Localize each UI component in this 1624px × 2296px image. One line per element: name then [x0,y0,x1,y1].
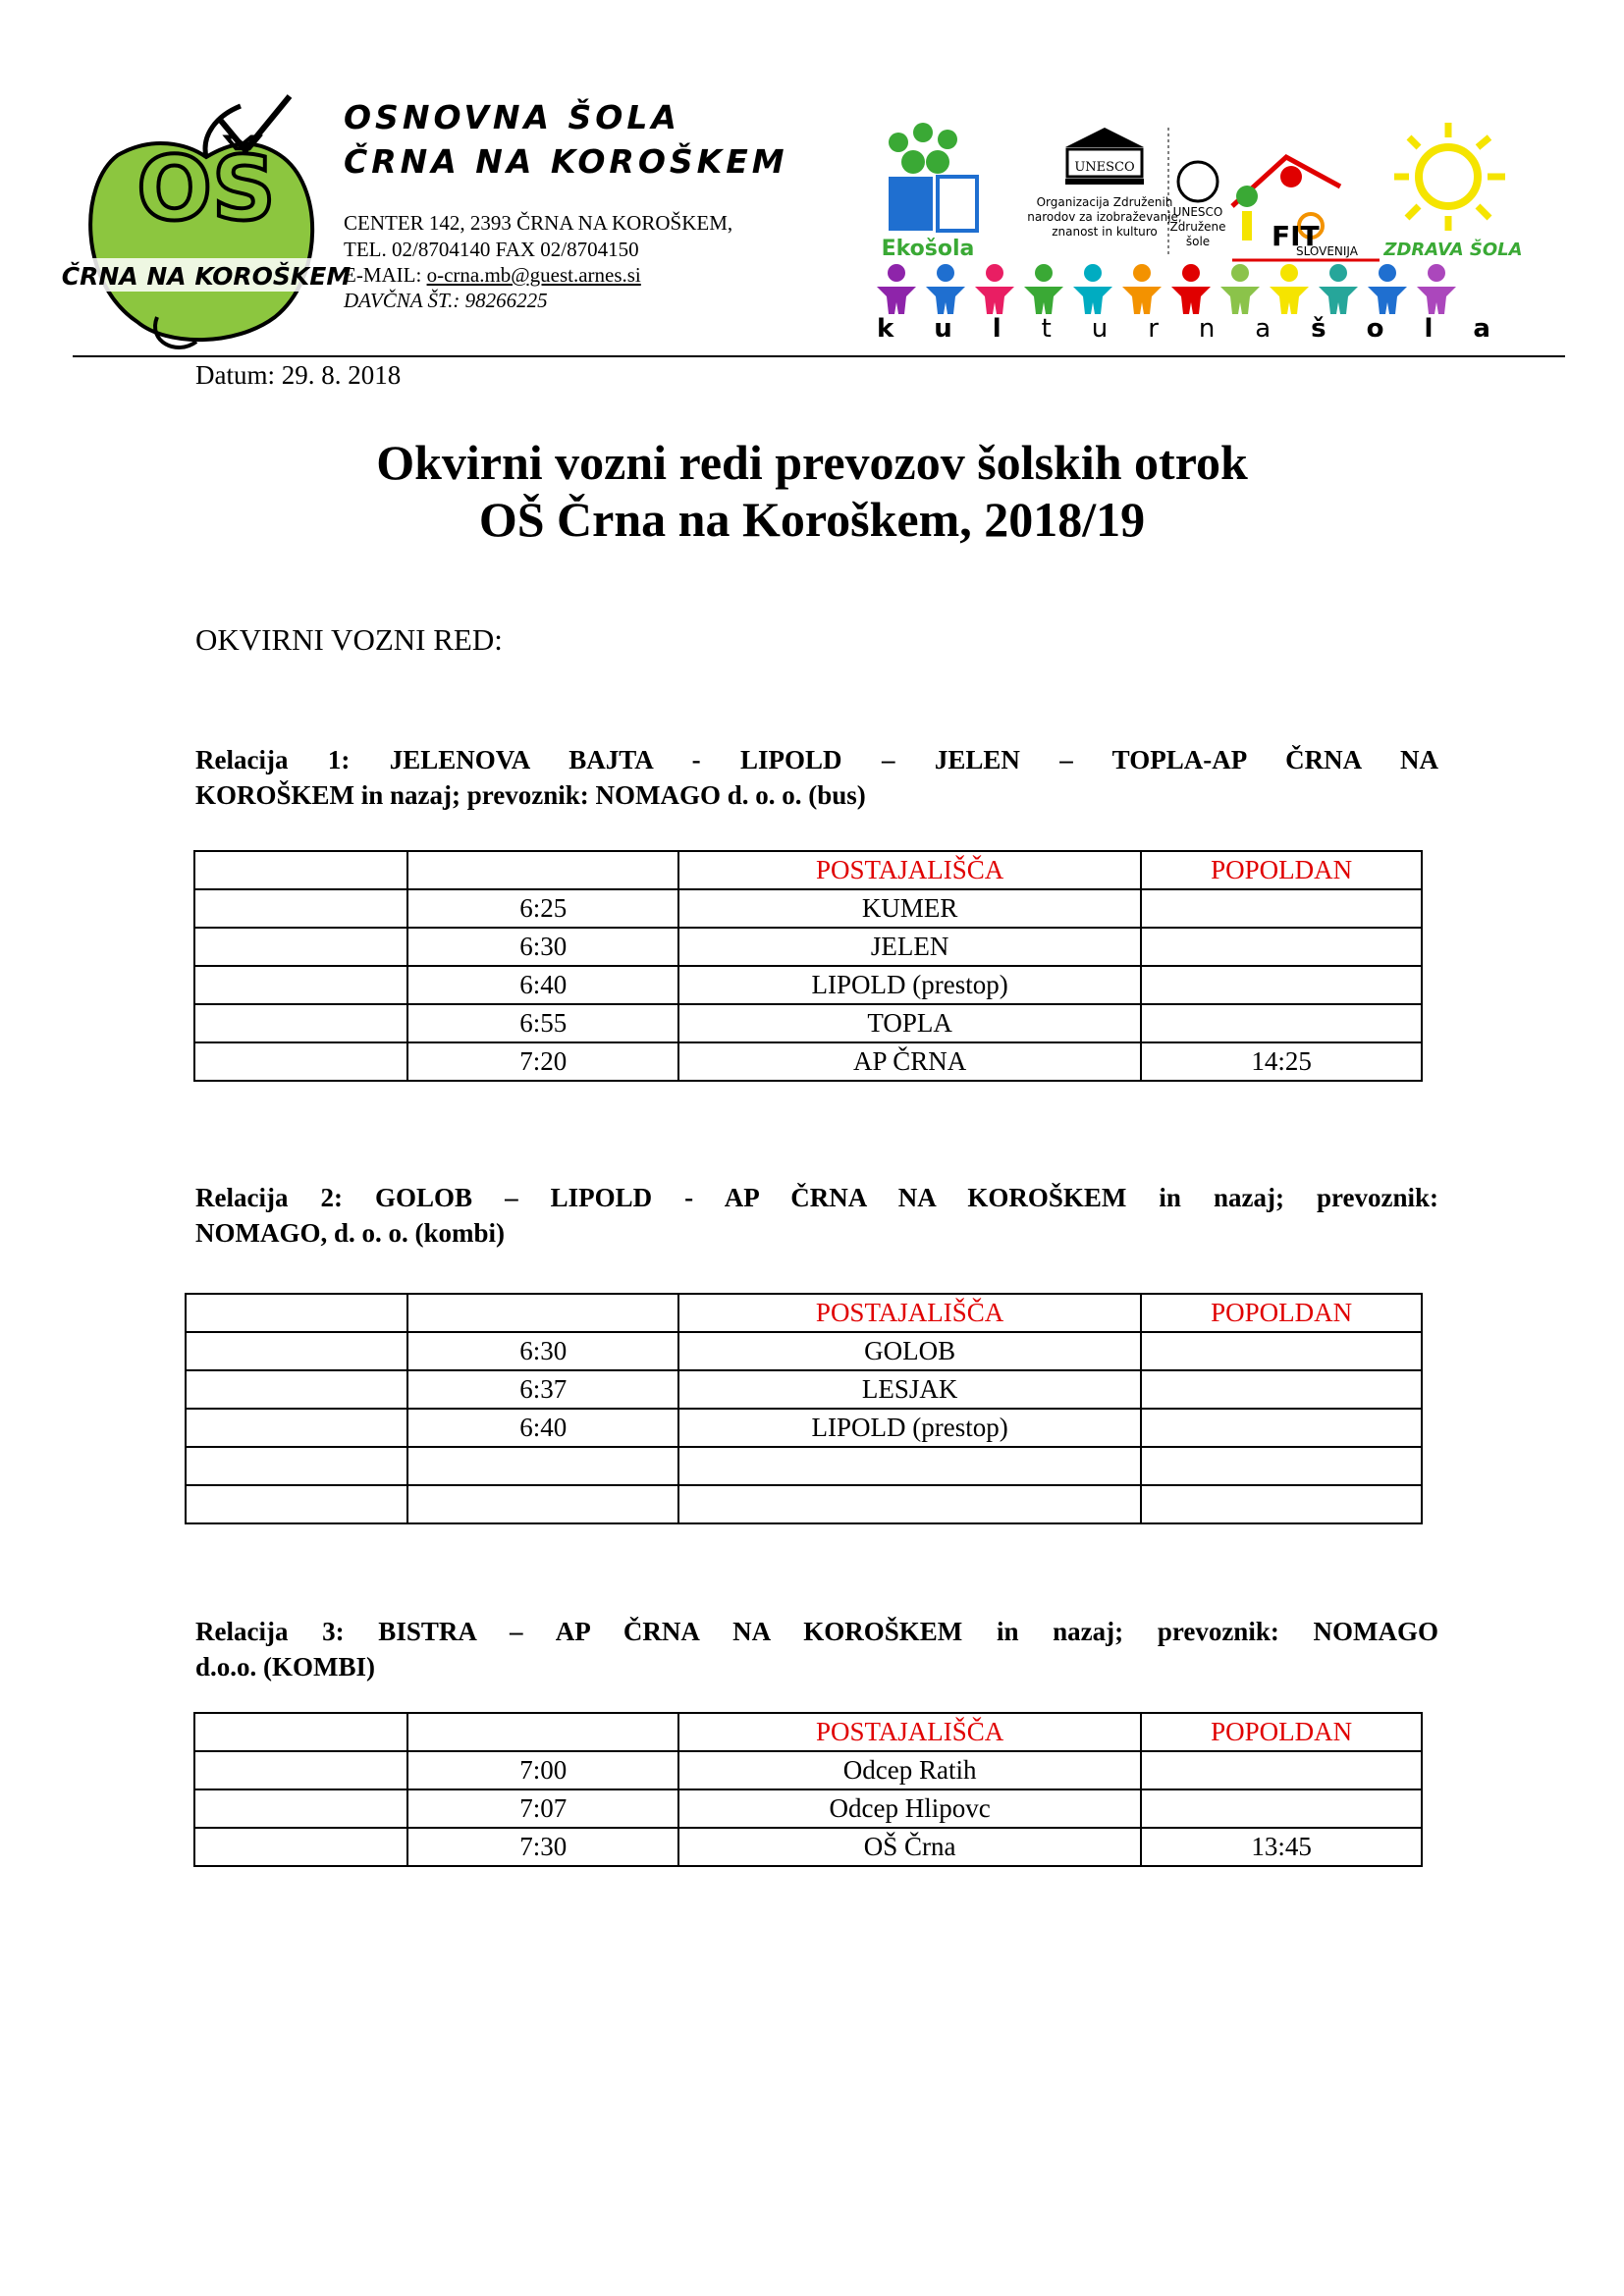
school-name-line-2: ČRNA NA KOROŠKEM [344,142,788,181]
table-row [194,1789,1422,1828]
afternoon-time: 13:45 [1141,1828,1422,1866]
afternoon-time [1141,966,1422,1004]
logo-caption: ČRNA NA KOROŠKEM [61,262,352,291]
fit-slovenija-logo [1232,157,1380,260]
kulturna-sola-text [877,314,1490,344]
departure-time [407,1447,677,1485]
unesco-schools-1: UNESCO [1172,205,1223,219]
document-date: Datum: 29. 8. 2018 [195,360,402,390]
header-divider [73,355,1565,357]
table-row [186,1370,1422,1409]
kulturna-letter: a [1255,314,1272,344]
table-cell [194,1751,407,1789]
kulturna-letter: u [1091,314,1109,344]
title-line-2: OŠ Črna na Koroškem, 2018/19 [478,492,1146,547]
departure-time: 6:25 [407,889,677,928]
kulturna-letter: r [1148,314,1159,344]
table-row [194,966,1422,1004]
logo-letters: OŠ [136,137,276,240]
relation-2-table [185,1293,1423,1524]
departure-time [407,1485,677,1523]
table-cell [194,889,407,928]
header-stops: POSTAJALIŠČA [678,1294,1141,1332]
relation-2-heading [195,1180,1438,1251]
stop-name: OŠ Črna [678,1828,1141,1866]
stop-name: LESJAK [678,1370,1141,1409]
stop-name: KUMER [678,889,1141,928]
afternoon-time [1141,1751,1422,1789]
kulturna-letter: u [934,314,952,344]
table-cell [194,851,407,889]
afternoon-time [1141,1447,1422,1485]
afternoon-time [1141,1004,1422,1042]
table-cell [186,1409,407,1447]
table-cell [186,1447,407,1485]
relation-1-heading-line-1: Relacija 1: JELENOVA BAJTA - LIPOLD – JELEN – TOPLA-AP ČRNA NA [195,745,1438,774]
section-heading: OKVIRNI VOZNI RED: [195,622,503,657]
departure-time: 6:40 [407,1409,677,1447]
kulturna-sola-figures [877,264,1456,314]
afternoon-time [1141,928,1422,966]
unesco-schools-2: Združene [1169,220,1226,234]
table-cell [407,1713,677,1751]
table-header-row [194,1713,1422,1751]
relation-3-heading-line-1: Relacija 3: BISTRA – AP ČRNA NA KOROŠKEM in nazaj; prevoznik: NOMAGO [195,1617,1438,1646]
zdrava-sola-logo [1382,123,1522,260]
table-cell [194,1713,407,1751]
letterhead [0,0,1624,363]
unesco-logo [1027,128,1225,255]
relation-1-heading-line-2: KOROŠKEM in nazaj; prevoznik: NOMAGO d. o. o. (bus) [195,780,866,810]
table-cell [186,1294,407,1332]
afternoon-time [1141,1409,1422,1447]
stop-name: AP ČRNA [678,1042,1141,1081]
departure-time: 6:30 [407,1332,677,1370]
table-cell [194,1042,407,1081]
unesco-org-1: Organizacija Združenih [1036,195,1173,209]
table-row [194,889,1422,928]
email-link[interactable]: o-crna.mb@guest.arnes.si [426,263,641,287]
header-stops: POSTAJALIŠČA [678,851,1141,889]
kulturna-letter: l [992,314,1001,344]
kulturna-letter: l [1424,314,1434,344]
kulturna-letter: a [1473,314,1490,344]
relation-3-table [193,1712,1423,1867]
departure-time: 6:30 [407,928,677,966]
header-afternoon: POPOLDAN [1141,1294,1422,1332]
kulturna-letter: k [877,314,894,344]
email-label: E-MAIL: [344,263,427,287]
table-row [194,928,1422,966]
stop-name: Odcep Ratih [678,1751,1141,1789]
stop-name: Odcep Hlipovc [678,1789,1141,1828]
table-cell [186,1485,407,1523]
relation-1-table [193,850,1423,1082]
slovenija-text: SLOVENIJA [1296,244,1358,258]
afternoon-time [1141,1485,1422,1523]
table-cell [186,1332,407,1370]
school-email [344,263,641,287]
stop-name: TOPLA [678,1004,1141,1042]
unesco-text: UNESCO [1074,160,1135,175]
unesco-org-3: znanost in kulturo [1052,225,1158,239]
departure-time: 7:07 [407,1789,677,1828]
kulturna-letter: t [1041,314,1052,344]
afternoon-time [1141,1789,1422,1828]
afternoon-time [1141,1332,1422,1370]
table-cell [186,1370,407,1409]
title-line-1: Okvirni vozni redi prevozov šolskih otrok [376,435,1248,490]
afternoon-time: 14:25 [1141,1042,1422,1081]
zdrava-sola-text: ZDRAVA ŠOLA [1383,240,1523,260]
school-tax-number: DAVČNA ŠT.: 98266225 [344,289,548,312]
relation-1-heading [195,742,1438,813]
table-row [194,1004,1422,1042]
departure-time: 6:40 [407,966,677,1004]
table-cell [194,1004,407,1042]
table-row [186,1447,1422,1485]
fit-text: FIT [1272,220,1320,252]
table-row [194,1042,1422,1081]
kulturna-letter: š [1311,314,1326,344]
table-header-row [186,1294,1422,1332]
school-logo [61,96,352,361]
stop-name: LIPOLD (prestop) [678,1409,1141,1447]
header-afternoon: POPOLDAN [1141,1713,1422,1751]
table-row [194,1751,1422,1789]
afternoon-time [1141,889,1422,928]
table-cell [407,851,677,889]
table-cell [194,966,407,1004]
relation-3-heading-line-2: d.o.o. (KOMBI) [195,1652,376,1682]
table-cell [194,928,407,966]
school-phone: TEL. 02/8704140 FAX 02/8704150 [344,238,639,261]
relation-2-heading-line-2: NOMAGO, d. o. o. (kombi) [195,1218,506,1248]
departure-time: 7:30 [407,1828,677,1866]
stop-name: GOLOB [678,1332,1141,1370]
unesco-org-2: narodov za izobraževanje, [1027,210,1182,224]
unesco-schools-3: šole [1185,235,1211,248]
kulturna-letter: n [1198,314,1216,344]
table-header-row [194,851,1422,889]
afternoon-time [1141,1370,1422,1409]
departure-time: 7:20 [407,1042,677,1081]
kulturna-letter: o [1366,314,1384,344]
table-cell [194,1828,407,1866]
table-row [186,1409,1422,1447]
table-cell [407,1294,677,1332]
relation-2-heading-line-1: Relacija 2: GOLOB – LIPOLD - AP ČRNA NA KOROŠKEM in nazaj; prevoznik: [195,1183,1438,1212]
header-stops: POSTAJALIŠČA [678,1713,1141,1751]
stop-name [678,1485,1141,1523]
table-row [194,1828,1422,1866]
document-title [0,434,1624,548]
school-name-line-1: OSNOVNA ŠOLA [344,98,680,136]
table-row [186,1332,1422,1370]
departure-time: 6:55 [407,1004,677,1042]
stop-name [678,1447,1141,1485]
relation-3-heading [195,1614,1438,1684]
ekosola-text: Ekošola [881,237,975,261]
stop-name: LIPOLD (prestop) [678,966,1141,1004]
departure-time: 7:00 [407,1751,677,1789]
table-row [186,1485,1422,1523]
school-address: CENTER 142, 2393 ČRNA NA KOROŠKEM, [344,211,733,235]
header-afternoon: POPOLDAN [1141,851,1422,889]
departure-time: 6:37 [407,1370,677,1409]
ekosola-logo [882,123,977,261]
table-cell [194,1789,407,1828]
stop-name: JELEN [678,928,1141,966]
